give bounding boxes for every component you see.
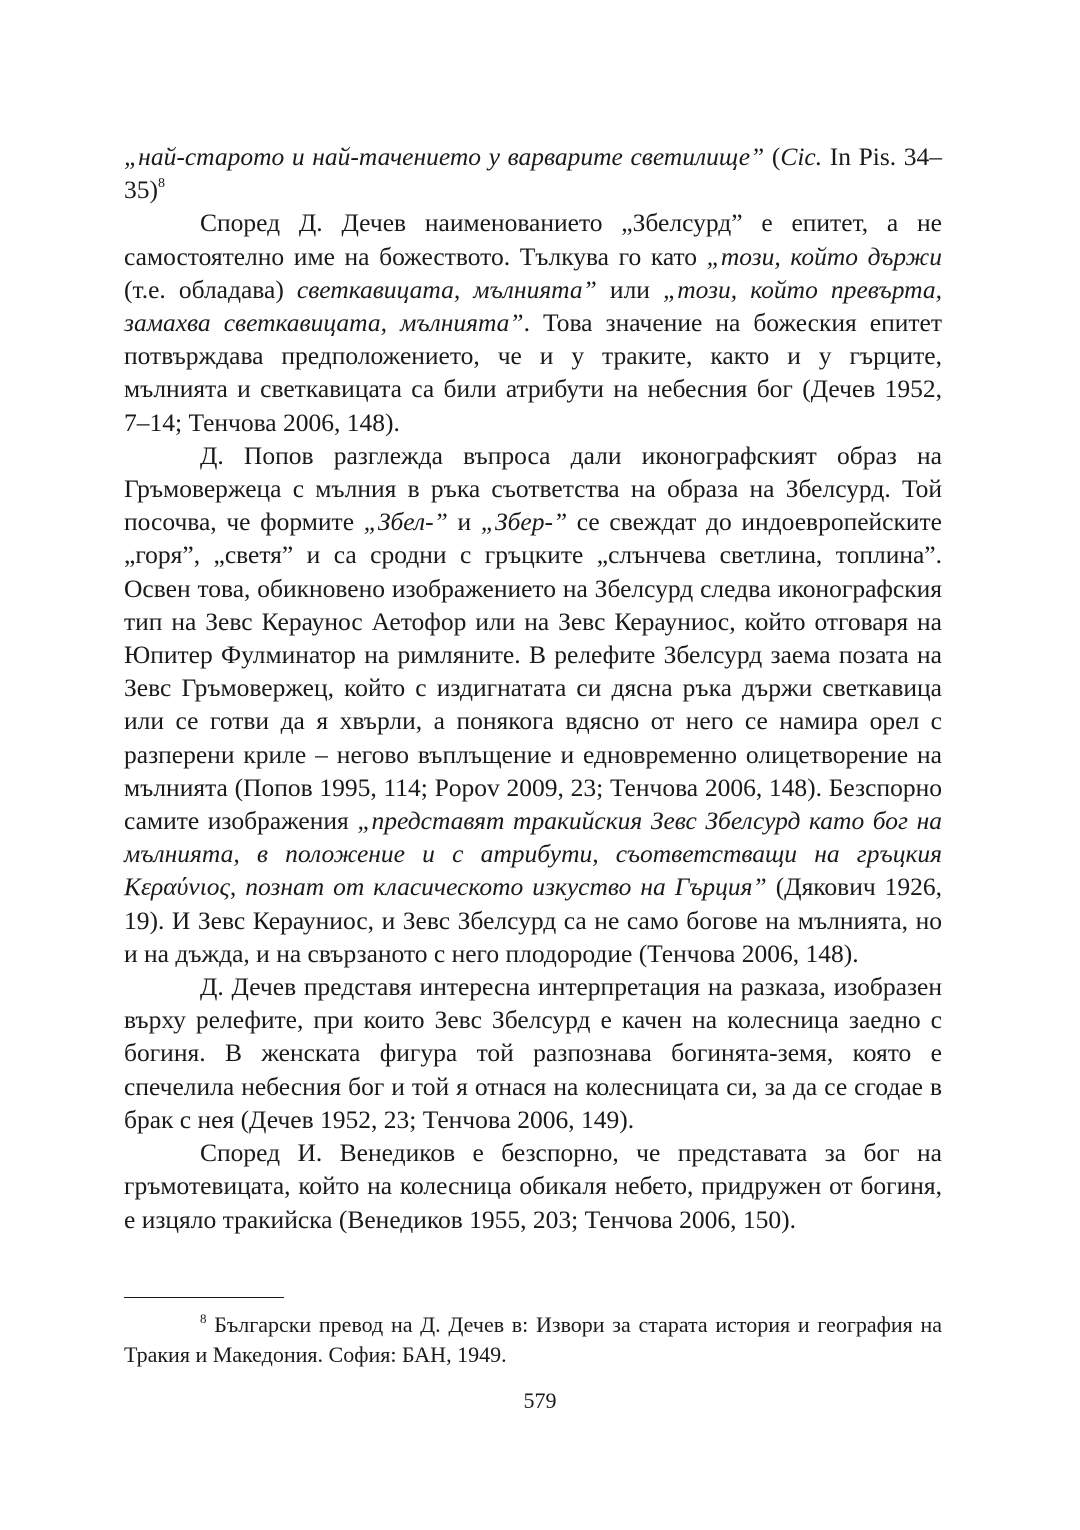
p3-text-1: Д. Попов разглежда въпроса дали иконографският образ на Гръмовержеца с мълния в ръка съответства на образа на Збелсурд. Той посочва, че формите: [124, 440, 942, 537]
footnote-number: 8: [200, 1311, 207, 1326]
footnote-text: Български превод на Д. Дечев в: Извори за старата история и география на Тракия и Македония. София: БАН, 1949.: [124, 1312, 942, 1367]
p3-italic-2: „Збер-”: [480, 507, 568, 537]
footnote: [124, 1310, 942, 1370]
p2-text-3: или: [596, 274, 664, 304]
paragraph-5: Според И. Венедиков е безспорно, че представата за бог на гръмотевицата, който на колесница обикаля небето, придружен от богиня, е изцяло тракийска (Венедиков 1955, 203; Тенчова 2006, 150).: [124, 1138, 942, 1234]
ref-open: (: [764, 142, 781, 171]
page-number: 579: [523, 1388, 557, 1413]
paragraph-1: [124, 140, 942, 206]
p2-italic-2: светкавицата, мълнията”: [296, 274, 597, 304]
p3-italic-3: „представят тракийския Зевс Збелсурд като бог на мълнията, в положение и с атрибути, съответстващи на гръцкия Κεραύνιος, познат от класическото изкуство на Гърция”: [124, 806, 942, 902]
p3-italic-1: „Збел-”: [363, 507, 448, 537]
main-text: [124, 140, 942, 1236]
ref-rest: In Pis. 34–35): [124, 142, 942, 205]
ref-author: Cic.: [780, 142, 823, 171]
footnote-separator: [124, 1297, 284, 1298]
p3-text-3: се свеждат до индоевропейските „горя”, „светя” и са сродни с гръцките „слънчева светлина, топлина”. Освен това, обикновено изображението на Збелсурд следва иконографския тип на Зевс Кераунос Аетофор или на Зевс Керауниос, който отговаря на Юпитер Фулминатор на римляните. В релефите Збелсурд заема позата на Зевс Гръмовержец, който с издигнатата си дясна ръка държи светкавица или се готви да я хвърли, а понякога вдясно от него се намира орел с разперени криле – негово въплъщение и едновременно олицетворение на мълнията (Попов 1995, 114; Popov 2009, 23; Тенчова 2006, 148). Безспорно самите изображения: [124, 507, 942, 836]
paragraph-4: Д. Дечев представя интересна интерпретация на разказа, изобразен върху релефите, при които Зевс Збелсурд е качен на колесница заедно с богиня. В женската фигура той разпознава богинята-земя, която е спечелила небесния бог и той я отнася на колесницата си, за да се сгодае в брак с нея (Дечев 1952, 23; Тенчова 2006, 149).: [124, 972, 942, 1134]
p2-text-2: (т.е. обладава): [124, 274, 297, 304]
p2-text-4: . Това значение на божеския епитет потвърждава предположението, че и у траките, както и у гърците, мълнията и светкавицата са били атрибути на небесния бог (Дечев 1952, 7–14; Тенчова 2006, 148).: [124, 308, 942, 437]
p2-italic-1: „този, който държи: [706, 241, 942, 271]
quote-text: „най-старото и най-тачението у варварите светилище”: [124, 142, 765, 171]
p3-text-2: и: [447, 507, 481, 537]
p2-text-1: Според Д. Дечев наименованието „Збелсурд” е епитет, а не самостоятелно име на божеството. Тълкува го като: [124, 208, 942, 271]
footnote-marker[interactable]: 8: [158, 176, 165, 192]
p2-italic-3: „този, който превърта, замахва светкавицата, мълнията”: [124, 274, 942, 338]
p3-text-4: (Дякович 1926, 19). И Зевс Керауниос, и Зевс Збелсурд са не само богове на мълнията, но и на дъжда, и на свързаното с него плодородие (Тенчова 2006, 148).: [124, 872, 942, 968]
paragraph-2: [124, 206, 942, 438]
paragraph-3: [124, 439, 942, 970]
